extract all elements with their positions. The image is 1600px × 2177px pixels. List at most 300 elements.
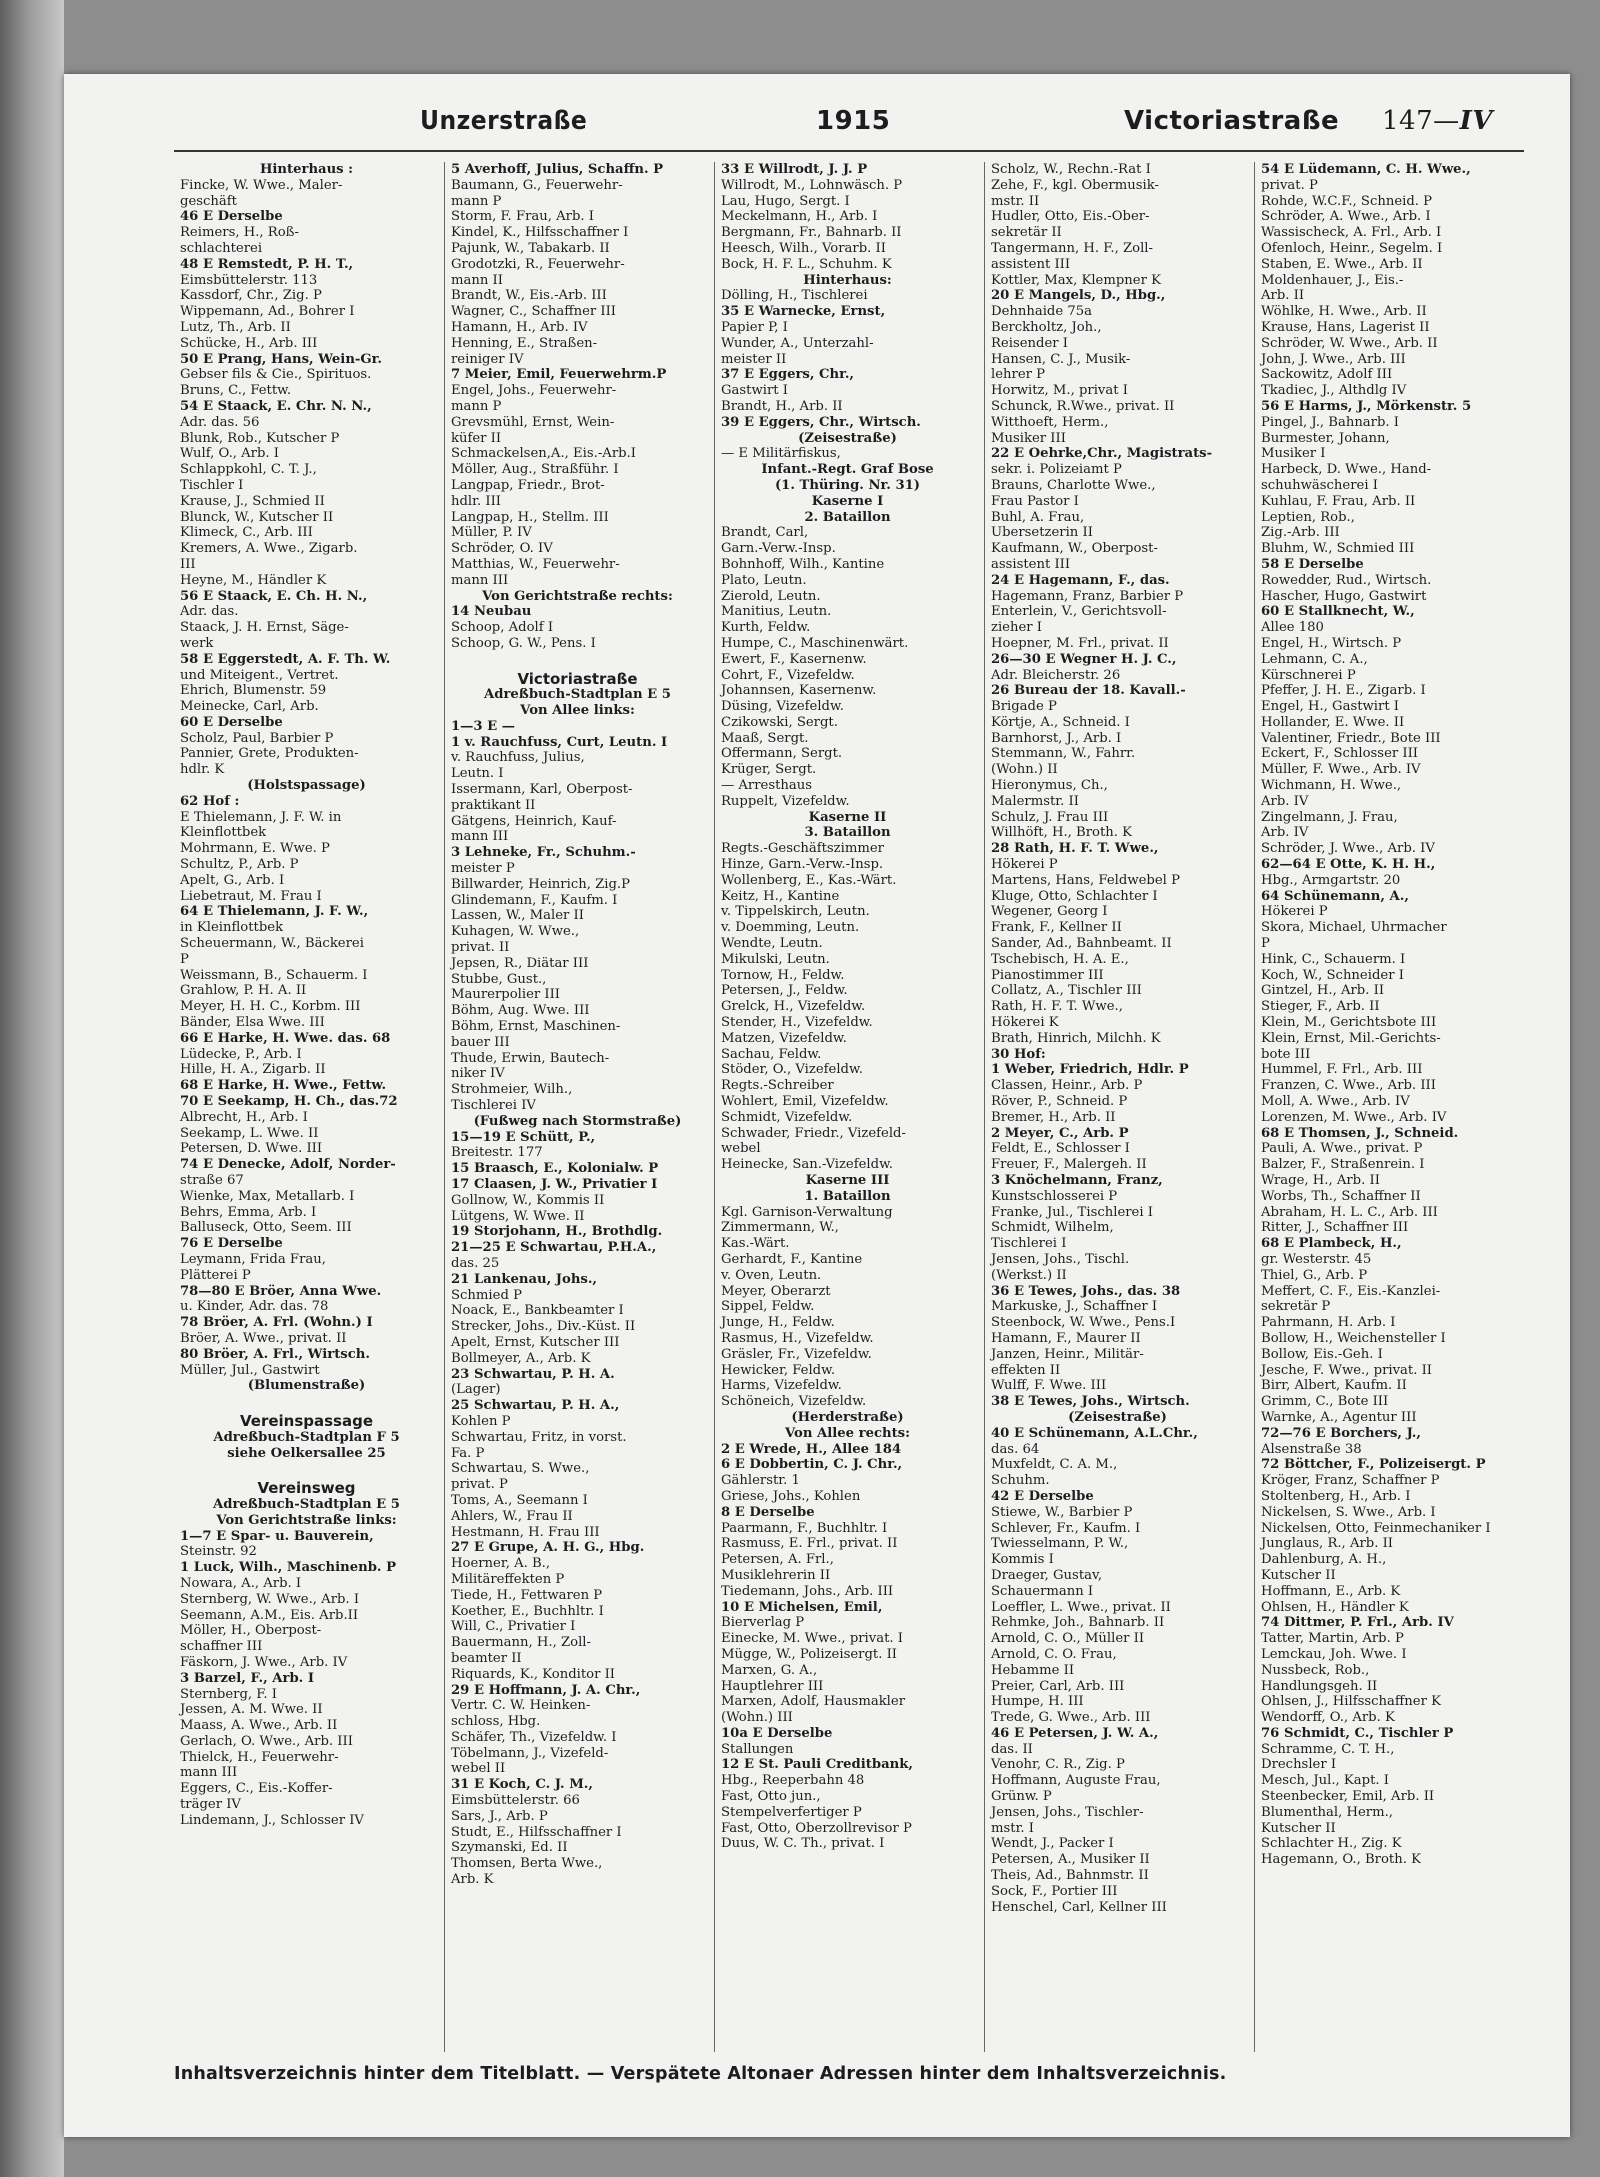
entry-line: Thude, Erwin, Bautech- [451,1050,610,1066]
entry-line: Eimsbüttelerstr. 66 [451,1793,580,1809]
entry-line: Petersen, A., Musiker II [991,1852,1150,1868]
entry-line: sekretär P [1261,1299,1331,1315]
entry-line: Pauli, A. Wwe., privat. P [1261,1141,1423,1157]
entry-line: mann III [180,1765,238,1781]
entry-line: Humpe, H. III [991,1694,1084,1710]
entry-line: 36 E Tewes, Johs., das. 38 [991,1283,1181,1299]
entry-line: meister II [721,351,787,367]
footer-note: Inhaltsverzeichnis hinter dem Titelblatt. — Verspätete Altonaer Adressen hinter dem Inhaltsverzeichnis. [174,2064,1227,2084]
entry-line: Junglaus, R., Arb. II [1261,1536,1394,1552]
entry-line: (Wohn.) II [991,762,1058,778]
entry-line: Gollnow, W., Kommis II [451,1192,605,1208]
entry-line: 1—7 E Spar- u. Bauverein, [180,1528,374,1544]
entry-line: Seemann, A.M., Eis. Arb.II [180,1607,359,1623]
entry-line: Hamann, F., Maurer II [991,1330,1141,1346]
entry-line: Stieger, F., Arb. II [1261,999,1380,1015]
entry-line: Einecke, M. Wwe., privat. I [721,1631,903,1647]
entry-line: bauer III [451,1034,510,1050]
entry-line: Wunder, A., Unterzahl- [721,335,874,351]
entry-line: Barnhorst, J., Arb. I [991,730,1122,746]
entry-line: das. 64 [991,1441,1040,1457]
entry-line: Krause, J., Schmied II [180,493,325,509]
entry-line: v. Doemming, Leutn. [721,920,860,936]
entry-line: 12 E St. Pauli Creditbank, [721,1757,913,1773]
entry-line: Gräsler, Fr., Vizefeldw. [721,1346,872,1362]
entry-line: Zimmermann, W., [721,1220,839,1236]
entry-line: Schwader, Friedr., Vizefeld- [721,1125,906,1141]
entry-line: Studt, E., Hilfsschaffner I [451,1824,622,1840]
entry-line: Wienke, Max, Metallarb. I [180,1188,355,1204]
entry-line: 68 E Plambeck, H., [1261,1236,1402,1252]
entry-line: Gintzel, H., Arb. II [1261,983,1385,999]
entry-line: Schlachter H., Zig. K [1261,1836,1402,1852]
column-2 [444,162,707,2052]
entry-line: Meckelmann, H., Arb. I [721,209,878,225]
entry-line: Schwartau, Fritz, in vorst. [451,1429,627,1445]
entry-line: Schöneich, Vizefeldw. [721,1394,867,1410]
entry-line: 1 Weber, Friedrich, Hdlr. P [991,1062,1189,1078]
entry-line: Klein, Ernst, Mil.-Gerichts- [1261,1030,1441,1046]
entry-line: Stempelverfertiger P [721,1804,862,1820]
entry-line: Moll, A. Wwe., Arb. IV [1261,1094,1410,1110]
entry-line: mann III [451,572,509,588]
entry-line: Fäskorn, J. Wwe., Arb. IV [180,1654,348,1670]
entry-line: Steinstr. 92 [180,1544,257,1560]
entry-line: 28 Rath, H. F. T. Wwe., [991,841,1159,857]
entry-line: Staack, J. H. Ernst, Säge- [180,620,349,636]
entry-line: Glindemann, F., Kaufm. I [451,892,618,908]
entry-line: Arb. II [1261,288,1305,304]
entry-line: Rowedder, Rud., Wirtsch. [1261,572,1432,588]
entry-line: schloss, Hbg. [451,1714,541,1730]
entry-line: Reimers, H., Roß- [180,225,299,241]
entry-line: Fast, Otto jun., [721,1789,821,1805]
entry-line: 62 Hof : [180,793,240,809]
entry-line: Sars, J., Arb. P [451,1808,548,1824]
entry-line: P [1261,936,1270,952]
entry-line: Leutn. I [451,766,504,782]
entry-line: Gebser fils & Cie., Spirituos. [180,367,372,383]
entry-line: 21—25 E Schwartau, P.H.A., [451,1240,657,1256]
entry-line: Thiel, G., Arb. P [1261,1267,1368,1283]
entry-line: 1 Luck, Wilh., Maschinenb. P [180,1560,397,1576]
entry-line: Weissmann, B., Schauerm. I [180,967,368,983]
entry-line: Meyer, H. H. C., Korbm. III [180,999,361,1015]
entry-line: 30 Hof: [991,1046,1046,1062]
entry-line: 58 E Derselbe [1261,556,1364,572]
entry-line: Klein, M., Gerichtsbote III [1261,1015,1437,1031]
entry-line: Mikulski, Leutn. [721,951,830,967]
entry-line: Wulf, O., Arb. I [180,446,280,462]
entry-line: Schmidt, Wilhelm, [991,1220,1114,1236]
entry-line: Müller, F. Wwe., Arb. IV [1261,762,1421,778]
entry-line: Regts.-Schreiber [721,1078,834,1094]
entry-line: Hieronymus, Ch., [991,778,1108,794]
entry-line: Adr. das. [180,604,239,620]
entry-line: Issermann, Karl, Oberpost- [451,782,633,798]
entry-line: Kottler, Max, Klempner K [991,272,1161,288]
header-left-street: Unzerstraße [420,106,588,136]
entry-line: Zig.-Arb. III [1261,525,1340,541]
entry-line: Marxen, G. A., [721,1662,818,1678]
entry-line: Tischler I [180,477,244,493]
entry-line: Ohlsen, H., Händler K [1261,1599,1409,1615]
entry-line: Jensen, Johs., Tischler- [991,1804,1144,1820]
entry-line: 10 E Michelsen, Emil, [721,1599,883,1615]
entry-line: Maass, A. Wwe., Arb. II [180,1718,338,1734]
entry-line: Tangermann, H. F., Zoll- [991,240,1153,256]
entry-line: 74 E Denecke, Adolf, Norder- [180,1157,396,1173]
entry-line: Twiesselmann, P. W., [991,1536,1129,1552]
entry-line: Lehmann, C. A., [1261,651,1368,667]
entry-line: Adreßbuch-Stadtplan E 5 [213,1496,400,1512]
entry-line: 3. Bataillon [804,825,891,841]
entry-line: küfer II [451,430,502,446]
entry-line: Breitestr. 177 [451,1145,543,1161]
entry-line: Witthoeft, Herm., [991,414,1109,430]
entry-line: Schramme, C. T. H., [1261,1741,1395,1757]
entry-line: Nickelsen, S. Wwe., Arb. I [1261,1504,1436,1520]
entry-line: 60 E Derselbe [180,714,283,730]
entry-line: Cohrt, F., Vizefeldw. [721,667,855,683]
entry-line: 23 Schwartau, P. H. A. [451,1366,615,1382]
entry-line: Ahlers, W., Frau II [451,1508,573,1524]
entry-line: Brauns, Charlotte Wwe., [991,477,1156,493]
entry-line: Gastwirt I [721,383,788,399]
entry-line: Von Gerichtstraße rechts: [482,588,673,604]
entry-line: Wulff, F. Wwe. III [991,1378,1107,1394]
entry-line: mann II [451,272,503,288]
entry-line: Pajunk, W., Tabakarb. II [451,240,610,256]
entry-line: 64 Schünemann, A., [1261,888,1409,904]
entry-line: 33 E Willrodt, J. J. P [721,162,868,177]
entry-line: Hagemann, O., Broth. K [1261,1852,1421,1868]
entry-line: v. Tippelskirch, Leutn. [721,904,870,920]
entry-line: lehrer P [991,367,1045,383]
entry-line: Kindel, K., Hilfsschaffner I [451,225,629,241]
entry-line: 42 E Derselbe [991,1488,1094,1504]
entry-line: Blunck, W., Kutscher II [180,509,334,525]
entry-line: Kuhlau, F. Frau, Arb. II [1261,493,1416,509]
entry-line: niker IV [451,1066,505,1082]
entry-line: Arnold, C. O. Frau, [991,1646,1117,1662]
entry-line: 20 E Mangels, D., Hbg., [991,288,1166,304]
entry-line: Tischlerei I [991,1236,1067,1252]
entry-line: Sippel, Feldw. [721,1299,815,1315]
entry-line: Tiede, H., Fettwaren P [451,1587,603,1603]
entry-line: Kaserne I [811,493,884,509]
entry-line: Kaserne III [805,1173,890,1188]
entry-line: Regts.-Geschäftszimmer [721,841,884,857]
entry-line: 70 E Seekamp, H. Ch., das.72 [180,1094,398,1110]
entry-line: Bollmeyer, A., Arb. K [451,1350,591,1366]
entry-line: Zehe, F., kgl. Obermusik- [991,177,1159,193]
entry-line: Strecker, Johs., Div.-Küst. II [451,1319,636,1335]
entry-line: Johannsen, Kasernenw. [721,683,877,699]
entry-line: Szymanski, Ed. II [451,1840,568,1856]
entry-line: Bluhm, W., Schmied III [1261,541,1415,557]
directory-page [64,74,1570,2137]
entry-line: webel [721,1141,761,1157]
entry-line: Victoriastraße [517,671,638,688]
entry-line: Scholz, W., Rechn.-Rat I [991,162,1151,177]
entry-line: Grünw. P [991,1789,1052,1805]
entry-line: Billwarder, Heinrich, Zig.P [451,876,630,892]
entry-line: u. Kinder, Adr. das. 78 [180,1299,329,1315]
entry-line: privat. II [451,940,510,956]
entry-line: Wendt, J., Packer I [991,1836,1114,1852]
entry-line: Kohlen P [451,1413,511,1429]
entry-line: Behrs, Emma, Arb. I [180,1204,317,1220]
entry-line: 22 E Oehrke,Chr., Magistrats- [991,446,1213,462]
entry-line: Leptien, Rob., [1261,509,1355,525]
entry-line: Moldenhauer, J., Eis.- [1261,272,1404,288]
page-header [64,74,1570,154]
entry-line: Zingelmann, J. Frau, [1261,809,1398,825]
entry-line: 37 E Eggers, Chr., [721,367,855,383]
entry-line: Wendorff, O., Arb. K [1261,1710,1395,1726]
entry-line: Manitius, Leutn. [721,604,832,620]
entry-line: Balzer, F., Straßenrein. I [1261,1157,1425,1173]
entry-line: Kas.-Wärt. [721,1236,790,1252]
entry-line: Fast, Otto, Oberzollrevisor P [721,1820,912,1836]
entry-line: 7 Meier, Emil, Feuerwehrm.P [451,367,667,383]
entry-line: Dehnhaide 75a [991,304,1093,320]
entry-line: Adr. Bleicherstr. 26 [991,667,1121,683]
entry-line: Sock, F., Portier III [991,1883,1118,1899]
entry-line: Militäreffekten P [451,1571,565,1587]
entry-line [445,652,707,668]
entry-line: Berckholtz, Joh., [991,319,1102,335]
entry-line: Engel, H., Gastwirt I [1261,699,1400,715]
entry-line: Mesch, Jul., Kapt. I [1261,1773,1389,1789]
entry-line: mann P [451,193,502,209]
entry-line: und Miteigent., Vertret. [180,667,339,683]
entry-line: Grahlow, P. H. A. II [180,983,307,999]
entry-line: Wichmann, H. Wwe., [1261,778,1402,794]
entry-line: Meffert, C. F., Eis.-Kanzlei- [1261,1283,1441,1299]
entry-line: Stoltenberg, H., Arb. I [1261,1488,1411,1504]
entry-line: privat. P [1261,177,1318,193]
entry-line: 1. Bataillon [804,1188,891,1204]
entry-line: Sternberg, F. I [180,1686,277,1702]
entry-line: Gählerstr. 1 [721,1473,800,1489]
entry-line: III [180,556,196,572]
entry-line: Malermstr. II [991,793,1079,809]
entry-line: Hille, H. A., Zigarb. II [180,1062,326,1078]
entry-line: Valentiner, Friedr., Bote III [1261,730,1441,746]
entry-line: Gätgens, Heinrich, Kauf- [451,813,617,829]
entry-line: Kutscher II [1261,1567,1336,1583]
entry-line: Hascher, Hugo, Gastwirt [1261,588,1427,604]
entry-line: Handlungsgeh. II [1261,1678,1378,1694]
entry-line: assistent III [991,556,1071,572]
entry-line: Hinterhaus : [259,162,354,177]
entry-line: Schröder, W. Wwe., Arb. II [1261,335,1438,351]
entry-line: Czikowski, Sergt. [721,714,838,730]
entry-line: reiniger IV [451,351,524,367]
entry-line: 74 Dittmer, P. Frl., Arb. IV [1261,1615,1454,1631]
entry-line: 56 E Staack, E. Ch. H. N., [180,588,368,604]
entry-line: Brandt, W., Eis.-Arb. III [451,288,607,304]
entry-line: Venohr, C. R., Zig. P [991,1757,1125,1773]
entry-line: Grimm, C., Bote III [1261,1394,1389,1410]
entry-line: Eggers, C., Eis.-Koffer- [180,1781,333,1797]
entry-line: Kluge, Otto, Schlachter I [991,888,1158,904]
entry-line: Vereinsweg [257,1481,356,1497]
entry-line: Körtje, A., Schneid. I [991,714,1130,730]
entry-line: Keitz, H., Kantine [721,888,840,904]
entry-line: Böhm, Aug. Wwe. III [451,1003,590,1019]
entry-line: Von Allee rechts: [785,1425,910,1441]
entry-line: v. Oven, Leutn. [721,1267,822,1283]
entry-line: meister P [451,861,515,877]
entry-line: mstr. I [991,1820,1035,1836]
entry-line: Frank, F., Kellner II [991,920,1122,936]
entry-line: (Fußweg nach Stormstraße) [473,1113,682,1129]
entry-line: Kaufmann, W., Oberpost- [991,541,1158,557]
entry-line: — Arresthaus [721,778,812,794]
entry-line: Maurerpolier III [451,987,561,1003]
entry-line: Paarmann, F., Buchhltr. I [721,1520,888,1536]
entry-line: Schuhm. [991,1473,1050,1489]
entry-line: 80 Bröer, A. Frl., Wirtsch. [180,1346,370,1362]
entry-line: Tischlerei IV [451,1098,536,1114]
entry-line: Bremer, H., Arb. II [991,1109,1116,1125]
entry-line: Hbg., Reeperbahn 48 [721,1773,865,1789]
entry-line: Gerlach, O. Wwe., Arb. III [180,1733,353,1749]
entry-line: Bollow, H., Weichensteller I [1261,1330,1446,1346]
entry-line: Hummel, F. Frl., Arb. III [1261,1062,1423,1078]
entry-line: Will, C., Privatier I [451,1619,576,1635]
entry-line: Kleinflottbek [180,825,267,841]
entry-line: 64 E Thielemann, J. F. W., [180,904,369,920]
entry-line: mann P [451,398,502,414]
entry-line: Hollander, E. Wwe. II [1261,714,1405,730]
entry-line: 19 Storjohann, H., Brothdlg. [451,1224,663,1240]
entry-line: siehe Oelkersallee 25 [227,1445,386,1461]
entry-line: Kunstschlosserei P [991,1188,1118,1204]
entry-line: Toms, A., Seemann I [451,1492,588,1508]
entry-line: 25 Schwartau, P. H. A., [451,1398,620,1414]
entry-line: (Lager) [451,1382,501,1398]
entry-line: Schlever, Fr., Kaufm. I [991,1520,1141,1536]
entry-line: 46 E Derselbe [180,209,283,225]
entry-line: Mohrmann, E. Wwe. P [180,841,330,857]
entry-line: Staben, E. Wwe., Arb. II [1261,256,1423,272]
entry-line: mann III [451,829,509,845]
entry-line: effekten II [991,1362,1061,1378]
entry-line: Willhöft, H., Broth. K [991,825,1133,841]
entry-line: Heyne, M., Händler K [180,572,327,588]
entry-line: Hinterhaus: [803,272,892,288]
entry-line: Feldt, E., Schlosser I [991,1141,1130,1157]
entry-line: Nickelsen, Otto, Feinmechaniker I [1261,1520,1491,1536]
entry-line: 38 E Tewes, Johs., Wirtsch. [991,1394,1190,1410]
entry-line: John, J. Wwe., Arb. III [1261,351,1406,367]
entry-line: Schücke, H., Arb. III [180,335,318,351]
entry-line: Schultz, P., Arb. P [180,857,299,873]
entry-line: Schröder, A. Wwe., Arb. I [1261,209,1431,225]
entry-line: zieher I [991,620,1042,636]
entry-line [174,1461,436,1477]
entry-line: privat. P [451,1477,508,1493]
entry-line: Warnke, A., Agentur III [1261,1409,1417,1425]
entry-line: Sachau, Feldw. [721,1046,822,1062]
entry-line: 76 E Derselbe [180,1236,283,1252]
entry-line: Trede, G. Wwe., Arb. III [991,1710,1151,1726]
entry-line: Lütgens, W. Wwe. II [451,1208,585,1224]
entry-line: Junge, H., Feldw. [721,1315,835,1331]
entry-line: 14 Neubau [451,604,532,620]
entry-line: Engel, Johs., Feuerwehr- [451,383,617,399]
entry-line: Reisender I [991,335,1068,351]
entry-line: 8 E Derselbe [721,1504,815,1520]
entry-line: Nussbeck, Rob., [1261,1662,1370,1678]
entry-line: 72 Böttcher, F., Polizeisergt. P [1261,1457,1486,1473]
entry-line: Schunck, R.Wwe., privat. II [991,398,1175,414]
entry-line: Schulz, J. Frau III [991,809,1109,825]
entry-line: 72—76 E Borchers, J., [1261,1425,1421,1441]
entry-line: Petersen, J., Feldw. [721,983,848,999]
entry-line: 29 E Hoffmann, J. A. Chr., [451,1682,641,1698]
entry-line: Schmackelsen,A., Eis.-Arb.I [451,446,636,462]
entry-line: Bierverlag P [721,1615,805,1631]
entry-line: 6 E Dobbertin, C. J. Chr., [721,1457,903,1473]
entry-line: 17 Claasen, J. W., Privatier I [451,1177,658,1192]
entry-line: Tkadiec, J., Althdlg IV [1261,383,1407,399]
header-right-street: Victoriastraße [1124,106,1340,136]
entry-line: 21 Lankenau, Johs., [451,1271,598,1287]
entry-line: Markuske, J., Schaffner I [991,1299,1158,1315]
entry-line: Classen, Heinr., Arb. P [991,1078,1143,1094]
entry-line: — E Militärfiskus, [721,446,841,462]
entry-line: 66 E Harke, H. Wwe. das. 68 [180,1030,391,1046]
entry-line: Kremers, A. Wwe., Zigarb. [180,541,358,557]
entry-line: Hamann, H., Arb. IV [451,319,588,335]
entry-line: Heesch, Wilh., Vorarb. II [721,240,886,256]
entry-line: 58 E Eggerstedt, A. F. Th. W. [180,651,391,667]
entry-line: schuhwäscherei I [1261,477,1378,493]
column-4 [984,162,1247,2052]
entry-line: Lindemann, J., Schlosser IV [180,1812,364,1828]
entry-line: Infant.-Regt. Graf Bose [761,462,934,478]
entry-line: 56 E Harms, J., Mörkenstr. 5 [1261,398,1472,414]
entry-line: Strohmeier, Wilh., [451,1082,573,1098]
entry-line: Leymann, Frida Frau, [180,1251,326,1267]
entry-line: (Zeisestraße) [798,430,897,446]
entry-line: Birr, Albert, Kaufm. II [1261,1378,1407,1394]
entry-line: Noack, E., Bankbeamter I [451,1303,624,1319]
entry-line: Martens, Hans, Feldwebel P [991,872,1180,888]
entry-line: Sternberg, W. Wwe., Arb. I [180,1591,360,1607]
entry-line: Stöder, O., Vizefeldw. [721,1062,863,1078]
entry-line: Storm, F. Frau, Arb. I [451,209,594,225]
entry-line: Thielck, H., Feuerwehr- [180,1749,339,1765]
entry-line: Stiewe, W., Barbier P [991,1504,1133,1520]
entry-line: hdlr. III [451,493,502,509]
entry-line: 5 Averhoff, Julius, Schaffn. P [451,162,664,177]
entry-line: Eimsbüttelerstr. 113 [180,272,318,288]
entry-line: Hauptlehrer III [721,1678,824,1694]
entry-line: Janzen, Heinr., Militär- [991,1346,1144,1362]
entry-line: Mügge, W., Polizeisergt. II [721,1646,897,1662]
entry-line: Marxen, Adolf, Hausmakler [721,1694,906,1710]
entry-line: 1—3 E — [451,718,515,734]
entry-line: 46 E Petersen, J. W. A., [991,1725,1159,1741]
entry-line: Henning, E., Straßen- [451,335,598,351]
entry-line: Zierold, Leutn. [721,588,821,604]
